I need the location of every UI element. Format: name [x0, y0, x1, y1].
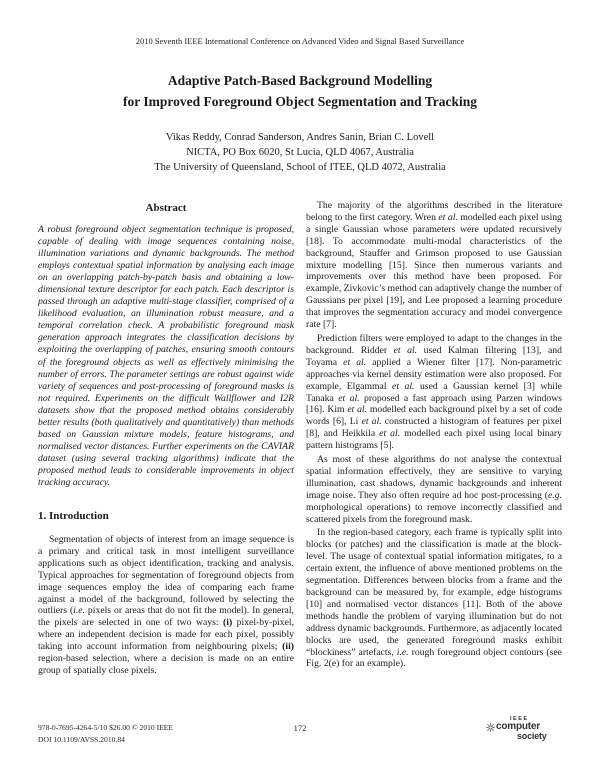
paper-title-line2: for Improved Foreground Object Segmentation and Tracking [122, 94, 477, 109]
author-names: Vikas Reddy, Conrad Sanderson, Andres Sanin, Brian C. Lovell [165, 132, 435, 143]
affiliation-1: NICTA, PO Box 6020, St Lucia, QLD 4067, Australia [186, 147, 414, 159]
abstract-text: A robust foreground object segmentation technique is proposed, capable of dealing with image sequences containing noise, illumination variations and dynamic backgrounds. The method employs contextual spatial information by analysing each image on an overlapping patch-by-patch basis and obtaining a low-dimensional texture descriptor for each patch. Each descriptor is passed through an adaptive multi-stage classifier, comprised of a likelihood evaluation, an illumination robust measure, and a temporal correlation check. A probabilistic foreground mask generation approach integrates the classification decisions by exploiting the overlapping of patches, ensuring smooth contours of the foreground objects as well as effectively minimising the number of errors. The parameter settings are robust against wide variety of sequences and post-processing of foreground masks is not required. Experiments on the difficult Wallflower and I2R datasets show that the proposed method obtains considerably better results (both qualitatively and quantitatively) than methods based on Gaussian mixture models, feature histograms, and normalised vector distances. Further experiments on the CAVIAR dataset (using several tracking algorithms) indicate that the proposed method leads to considerable improvements in object tracking accuracy. [38, 224, 294, 488]
ieee-logo-text: IEEE [510, 716, 529, 722]
body-paragraph: The majority of the algorithms described in the literature belong to the first category. Wren et al. modelled each pixel using a single Gaussian whose parameters were updated recursively [18]. To accommodate multi-modal characteristics of the background, Stauffer and Grimson proposed to use Gaussian mixture modelling [15]. Since then numerous variants and improvements over this method have been proposed. For example, Zivkovic’s method can adaptively change the number of Gaussians per pixel [19], and Lee proposed a learning procedure that improves the segmentation accuracy and model convergence rate [7]. [306, 200, 562, 331]
left-column [38, 200, 294, 679]
body-paragraph: In the region-based category, each frame is typically split into blocks (or patches) and the classification is made at the block-level. The usage of contextual spatial information mitigates, to a certain extent, the influence of above mentioned problems on the segmentation. Differences between blocks from a frame and the background can be measured by, for example, edge histograms [10] and normalised vector distances [11]. Both of the above methods handle the problem of varying illumination but do not address dynamic backgrounds. Furthermore, as adjacently located blocks are used, the generated foreground masks exhibit “blockiness” artefacts, i.e. rough foreground object contours (see Fig. 2(e) for an example). [306, 527, 562, 670]
logo-word-computer: computer [496, 721, 540, 732]
logo-word-society: society [517, 731, 547, 741]
intro-paragraph: Segmentation of objects of interest from an image sequence is a primary and critical task in most intelligent surveillance applications such as object identification, tracking and analysis. Typical approaches for segmentation of foreground objects from image sequences employ the idea of comparing each frame against a model of the background, followed by selecting the outliers (i.e. pixels or areas that do not fit the model). In general, the pixels are selected in one of two ways: (i) pixel-by-pixel, where an independent decision is made for each pixel, possibly taking into account information from neighbouring pixels; (ii) region-based selection, where a decision is made on an entire group of spatially close pixels. [38, 534, 294, 676]
authors-block [0, 130, 600, 176]
copyright-line1: 978-0-7695-4264-5/10 $26.00 © 2010 IEEE [38, 723, 174, 732]
affiliation-2: The University of Queensland, School of ITEE, QLD 4072, Australia [154, 162, 446, 174]
body-paragraph: As most of these algorithms do not analyse the contextual spatial information effectively, they are sensitive to varying illumination, cast shadows, dynamic backgrounds and inherent image noise. They also often require ad hoc post-processing (e.g. morphological operations) to remove incorrectly classified and scattered pixels from the foreground mask. [306, 454, 562, 525]
ieee-computer-society-logo [486, 717, 566, 740]
introduction-heading: 1. Introduction [38, 510, 109, 523]
sunburst-icon [486, 723, 495, 732]
body-paragraph: Prediction filters were employed to adapt to the changes in the background. Ridder et al. used Kalman filtering [13], and Toyama et al. applied a Wiener filter [17]. Non-parametric approaches via kernel density estimation were also proposed. For example, Elgammal et al. used a Gaussian kernel [3] while Tanaka et al. proposed a fast approach using Parzen windows [16]. Kim et al. modelled each background pixel by a set of code words [6], Li et al. constructed a histogram of features per pixel [8], and Heikkila et al. modelled each pixel using local binary pattern histograms [5]. [306, 332, 562, 452]
abstract-heading: Abstract [145, 202, 187, 214]
right-column [306, 200, 562, 672]
copyright-line2: DOI 10.1109/AVSS.2010.84 [38, 734, 125, 744]
page-number: 172 [293, 723, 307, 733]
paper-title [0, 70, 600, 112]
paper-title-line1: Adaptive Patch-Based Background Modelling [167, 73, 433, 88]
conference-header: 2010 Seventh IEEE International Conference on Advanced Video and Signal Based Surveillance [135, 36, 465, 46]
